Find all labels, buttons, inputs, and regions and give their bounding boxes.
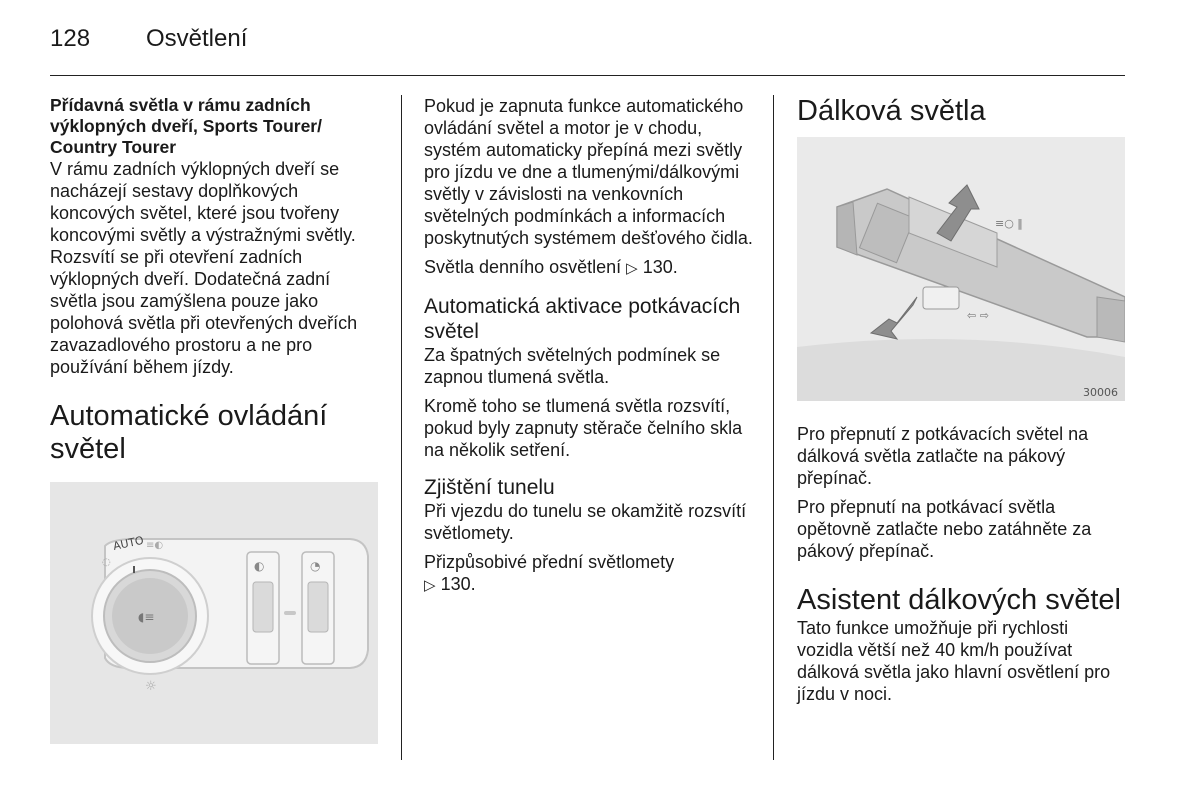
- svg-text:◐: ◐: [254, 559, 265, 573]
- page-header: [50, 24, 247, 54]
- tunnel-detection-heading: Zjištění tunelu: [424, 476, 555, 499]
- auto-light-control-heading: [50, 400, 382, 466]
- adaptive-headlights-text: Přizpůsobivé přední světlomety: [424, 552, 675, 572]
- column-2: [424, 95, 756, 604]
- column-divider-1: [401, 95, 402, 760]
- figure-number: 30006: [1083, 386, 1118, 399]
- heading-line-2: světel: [50, 433, 126, 465]
- tunnel-detection-text: Při vjezdu do tunelu se okamžitě rozsvítí světlomety.: [424, 501, 747, 543]
- daytime-lights-ref: [424, 256, 756, 280]
- adaptive-headlights-ref: [424, 551, 756, 597]
- light-switch-illustration: [50, 482, 378, 744]
- adaptive-headlights-page: 130.: [440, 574, 476, 594]
- page-number: 128: [50, 25, 91, 52]
- svg-text:◖≡: ◖≡: [138, 610, 155, 624]
- tailgate-lights-text: V rámu zadních výklopných dveří se nacházejí sestavy doplňkových koncových světel, které jsou tvořeny koncovými světly a výstražnými světly. Rozsvítí se při otevření zadních výklopných dveří. Dodatečná zadní světla jsou zamýšlena pouze jako polohová světla při otevřených dveřích zavazadlového prostoru a ne pro používání během jízdy.: [50, 159, 358, 377]
- high-beam-heading: Dálková světla: [797, 95, 986, 127]
- page-ref-arrow-icon: ▷: [424, 577, 436, 594]
- column-divider-2: [773, 95, 774, 760]
- switch-to-low-beam-text: Pro přepnutí na potkávací světla opětovně zatlačte nebo zatáhněte za pákový přepínač.: [797, 497, 1092, 561]
- header-divider: [50, 75, 1125, 76]
- stalk-illustration: [797, 137, 1125, 401]
- auto-mode-label: AUTO: [111, 533, 145, 553]
- svg-text:⇦ ⇨: ⇦ ⇨: [967, 309, 989, 322]
- auto-activation-text: Za špatných světelných podmínek se zapnou tlumená světla.: [424, 345, 721, 387]
- svg-text:≡◐: ≡◐: [146, 540, 164, 551]
- light-switch-figure: [50, 482, 378, 744]
- high-beam-assist-text: Tato funkce umožňuje při rychlosti vozidla větší než 40 km/h používat dálková světla jako hlavní osvětlení pro jízdu v noci.: [797, 618, 1111, 704]
- chapter-title: Osvětlení: [146, 25, 248, 52]
- stalk-figure: [797, 137, 1125, 401]
- wiper-activation-text: Kromě toho se tlumená světla rozsvítí, pokud byly zapnuty stěrače čelního skla na několik setření.: [424, 396, 743, 460]
- tailgate-lights-heading: Přídavná světla v rámu zadních výklopných dveří, Sports Tourer/ Country Tourer: [50, 95, 322, 157]
- high-beam-assist-heading: Asistent dálkových světel: [797, 584, 1121, 616]
- daytime-lights-page: 130.: [642, 257, 678, 277]
- auto-control-text: Pokud je zapnuta funkce automatického ovládání světel a motor je v chodu, systém automaticky přepíná mezi světly pro jízdu ve dne a tlumenými/dálkovými světly v závislosti na venkovních světelných podmínkách a informacích poskytnutých systémem dešťového čidla.: [424, 96, 753, 248]
- heading-line-1: Automatické ovládání: [50, 400, 328, 432]
- daytime-lights-text: Světla denního osvětlení: [424, 257, 622, 277]
- page-ref-arrow-icon: ▷: [626, 260, 638, 277]
- svg-text:◔: ◔: [310, 559, 321, 573]
- svg-text:◌: ◌: [102, 557, 111, 568]
- auto-activation-heading: Automatická aktivace potkávacích světel: [424, 295, 741, 343]
- svg-text:≡○ ‖: ≡○ ‖: [995, 217, 1023, 230]
- switch-to-high-beam-text: Pro přepnutí z potkávacích světel na dálková světla zatlačte na pákový přepínač.: [797, 424, 1089, 488]
- column-1: [50, 95, 382, 744]
- column-3: [797, 95, 1125, 712]
- svg-text:☼: ☼: [145, 679, 157, 694]
